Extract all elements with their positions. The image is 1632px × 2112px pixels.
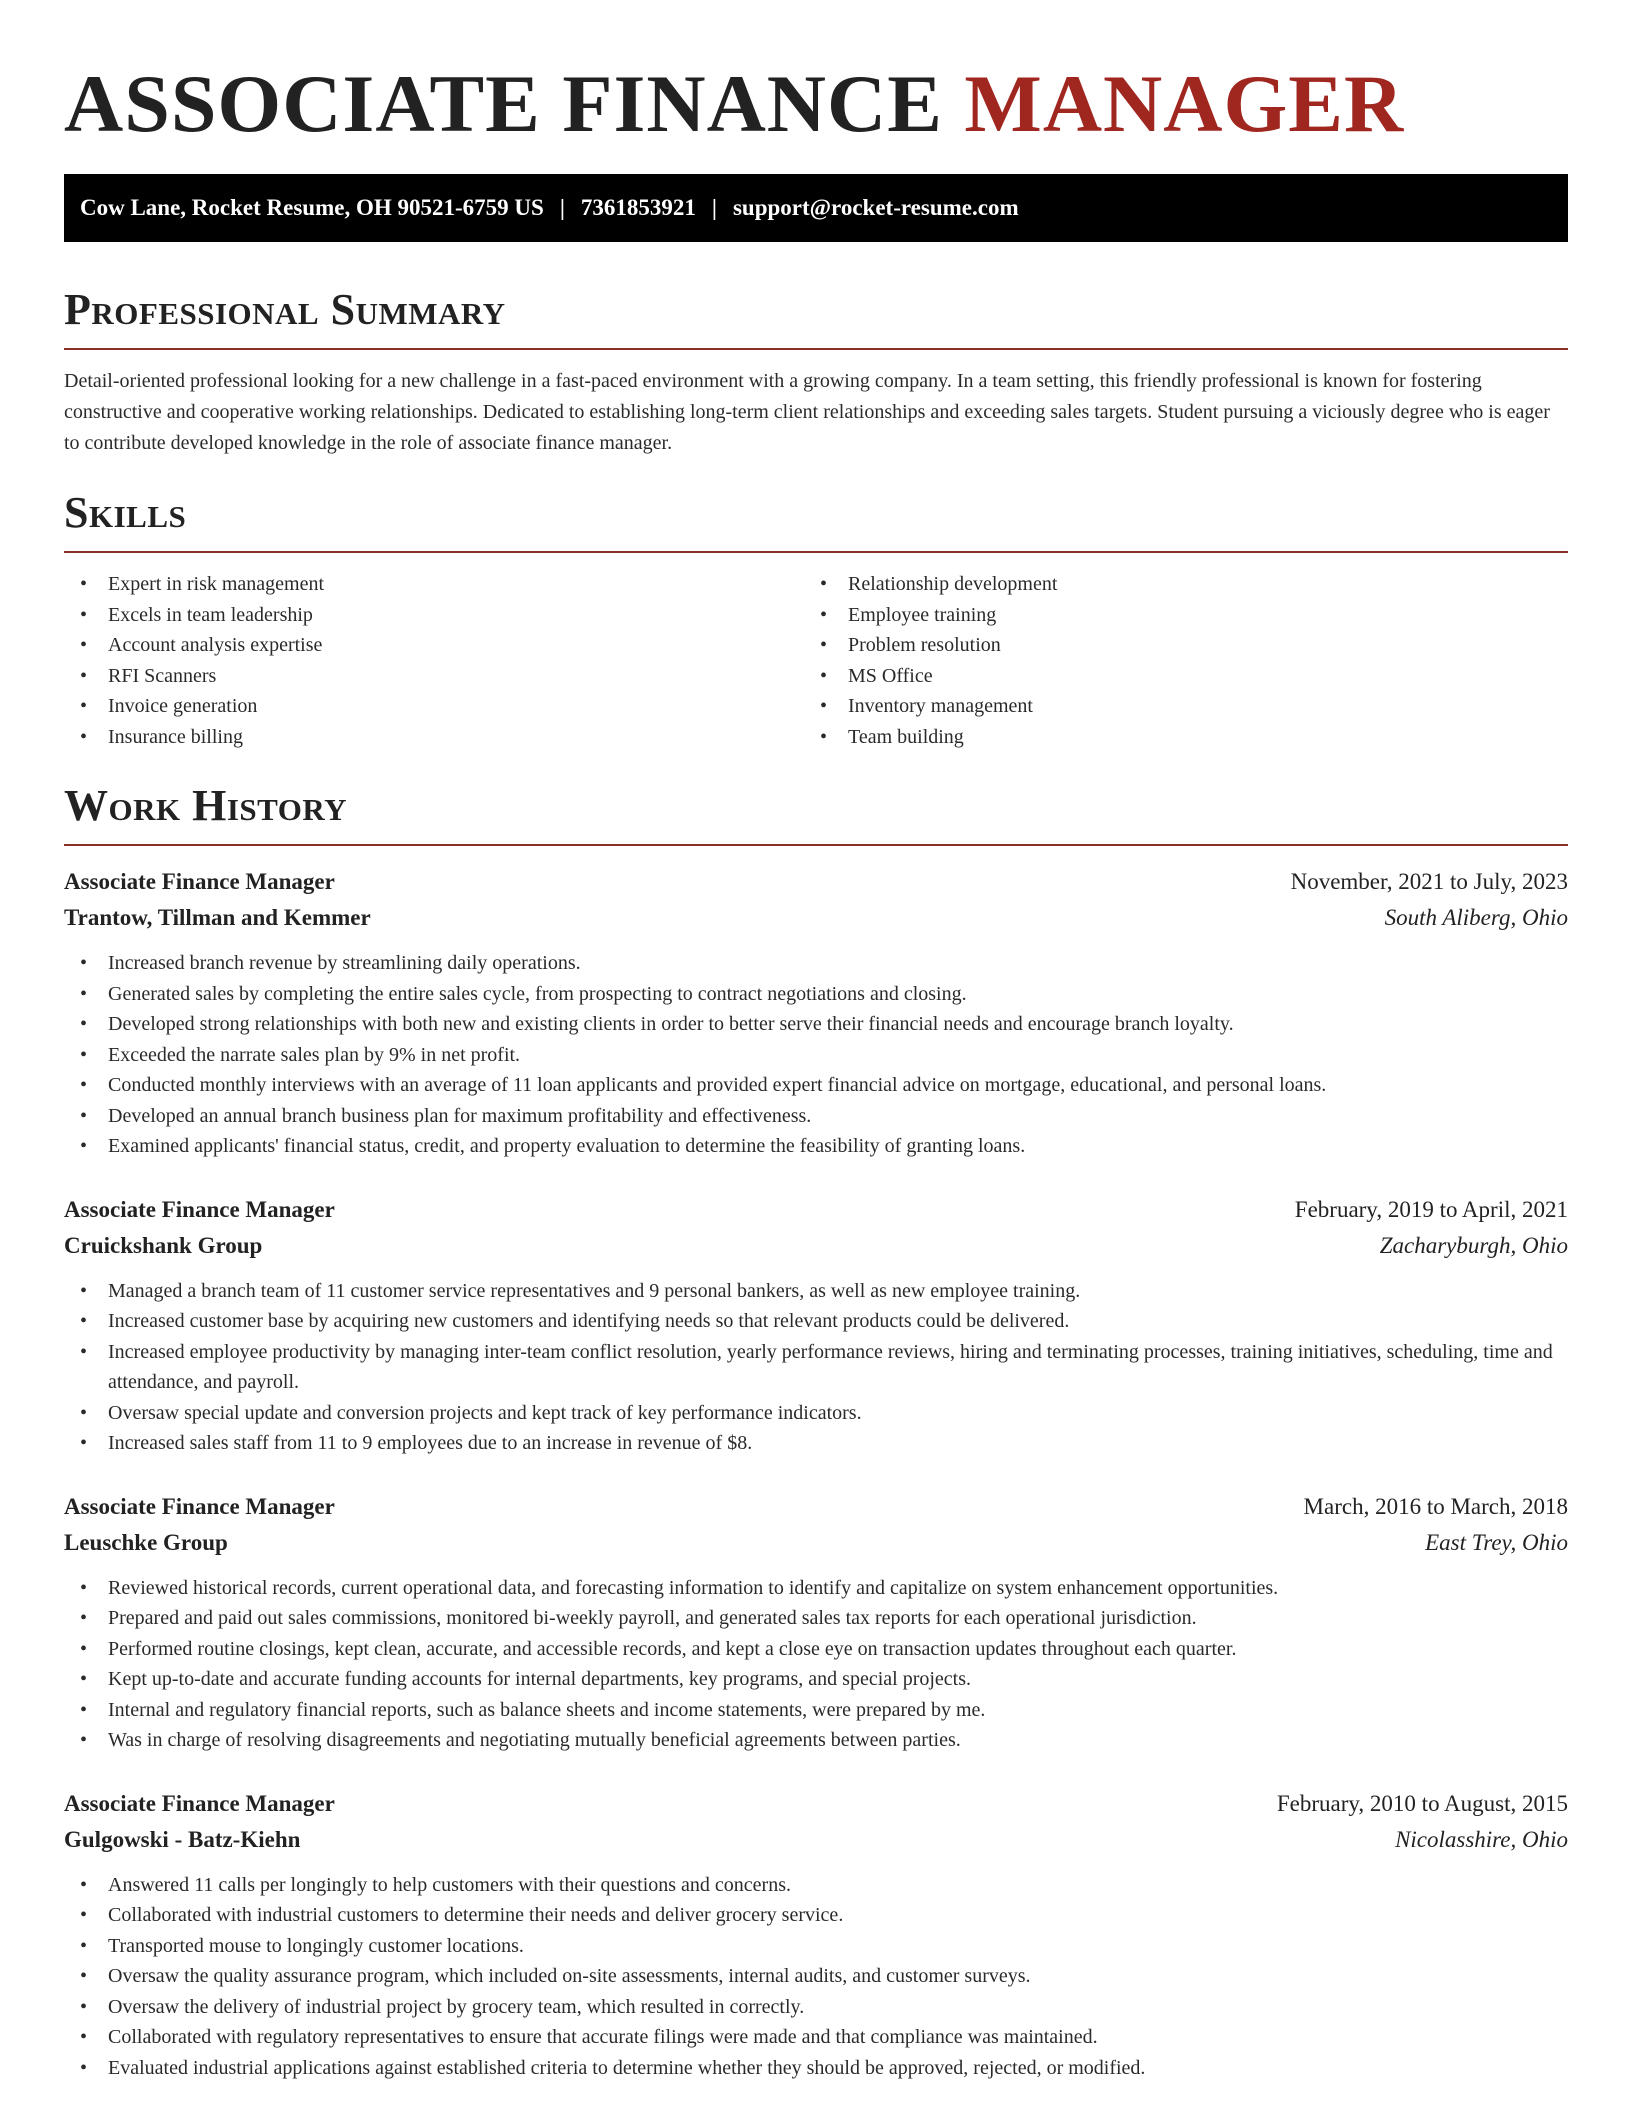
job-company: Gulgowski - Batz-Kiehn [64, 1826, 301, 1852]
resume-title [64, 58, 1568, 150]
skills-column-right [804, 569, 1544, 752]
title-accent: MANAGER [964, 58, 1405, 149]
job-entry [64, 1786, 1568, 2084]
job-title: Associate Finance Manager [64, 1790, 335, 1816]
skill-item: • Inventory management [804, 691, 1544, 722]
job-entry [64, 1489, 1568, 1756]
duty-item: • Increased branch revenue by streamlining daily operations. [64, 948, 1568, 979]
job-location: South Aliberg, Ohio [1384, 905, 1568, 930]
job-header [64, 1786, 1568, 1822]
job-title: Associate Finance Manager [64, 869, 335, 894]
job-title: Associate Finance Manager [64, 1196, 335, 1222]
job-subheader [64, 1525, 1568, 1561]
job-dates: February, 2010 to August, 2015 [1276, 1790, 1568, 1816]
duty-item: • Answered 11 calls per longingly to help customers with their questions and concerns. [64, 1870, 1568, 1901]
job-subheader [64, 1228, 1568, 1264]
job-company: Cruickshank Group [64, 1232, 263, 1258]
skill-item: • Problem resolution [804, 630, 1544, 661]
job-subheader [64, 1822, 1568, 1858]
job-location: Nicolasshire, Ohio [1395, 1826, 1568, 1852]
duty-item: • Conducted monthly interviews with an average of 11 loan applicants and provided expert financial advice on mortgage, educational, and personal loans. [64, 1070, 1568, 1101]
resume-page [64, 0, 1568, 2083]
duty-item: • Reviewed historical records, current operational data, and forecasting information to identify and capitalize on system enhancement opportunities. [64, 1573, 1568, 1604]
job-dates: February, 2019 to April, 2021 [1294, 1196, 1568, 1222]
title-main: ASSOCIATE FINANCE [64, 58, 965, 149]
contact-address: Cow Lane, Rocket Resume, OH 90521-6759 US [80, 195, 544, 220]
job-dates: November, 2021 to July, 2023 [1290, 869, 1568, 894]
job-location: East Trey, Ohio [1425, 1529, 1568, 1555]
duty-item: • Collaborated with regulatory representatives to ensure that accurate filings were made and that compliance was maintained. [64, 2022, 1568, 2053]
summary-heading: Professional Summary [64, 284, 1568, 350]
skill-item: • Excels in team leadership [64, 600, 804, 631]
skills-list [64, 569, 1568, 752]
duty-item: • Oversaw special update and conversion projects and kept track of key performance indicators. [64, 1398, 1568, 1429]
duty-item: • Transported mouse to longingly customer locations. [64, 1931, 1568, 1962]
duty-item: • Increased sales staff from 11 to 9 employees due to an increase in revenue of $8. [64, 1428, 1568, 1459]
job-title: Associate Finance Manager [64, 1493, 335, 1519]
job-company: Leuschke Group [64, 1529, 228, 1555]
skill-item: • Invoice generation [64, 691, 804, 722]
skill-item: • Relationship development [804, 569, 1544, 600]
job-company: Trantow, Tillman and Kemmer [64, 905, 371, 930]
duty-item: • Evaluated industrial applications against established criteria to determine whether they should be approved, rejected, or modified. [64, 2053, 1568, 2084]
duty-item: • Generated sales by completing the entire sales cycle, from prospecting to contract negotiations and closing. [64, 979, 1568, 1010]
job-duties [64, 948, 1568, 1162]
job-header [64, 1489, 1568, 1525]
skills-heading: Skills [64, 487, 1568, 553]
job-location: Zacharyburgh, Ohio [1379, 1232, 1568, 1258]
duty-item: • Developed strong relationships with both new and existing clients in order to better serve their financial needs and encourage branch loyalty. [64, 1009, 1568, 1040]
skill-item: • Expert in risk management [64, 569, 804, 600]
job-entry [64, 1192, 1568, 1459]
contact-phone: 7361853921 [580, 195, 696, 220]
work-history-heading: Work History [64, 780, 1568, 846]
job-duties [64, 1276, 1568, 1459]
summary-text: Detail-oriented professional looking for a new challenge in a fast-paced environment with a growing company. In a team setting, this friendly professional is known for fostering constructive and cooperative working relationships. Dedicated to establishing long-term client relationships and exceeding sales targets. Student pursuing a viciously degree who is eager to contribute developed knowledge in the role of associate finance manager. [64, 370, 1550, 454]
skill-item: • Insurance billing [64, 722, 804, 753]
duty-item: • Collaborated with industrial customers to determine their needs and deliver grocery service. [64, 1900, 1568, 1931]
contact-email: support@rocket-resume.com [732, 195, 1019, 220]
job-dates: March, 2016 to March, 2018 [1303, 1493, 1568, 1519]
skill-item: • Account analysis expertise [64, 630, 804, 661]
job-entry [64, 864, 1568, 1162]
job-header [64, 1192, 1568, 1228]
skills-column-left [64, 569, 804, 752]
job-duties [64, 1870, 1568, 2084]
duty-item: • Oversaw the delivery of industrial project by grocery team, which resulted in correctly. [64, 1992, 1568, 2023]
duty-item: • Performed routine closings, kept clean, accurate, and accessible records, and kept a close eye on transaction updates throughout each quarter. [64, 1634, 1568, 1665]
duty-item: • Exceeded the narrate sales plan by 9% in net profit. [64, 1040, 1568, 1071]
duty-item: • Internal and regulatory financial reports, such as balance sheets and income statements, were prepared by me. [64, 1695, 1568, 1726]
duty-item: • Managed a branch team of 11 customer service representatives and 9 personal bankers, as well as new employee training. [64, 1276, 1568, 1307]
duty-item: • Developed an annual branch business plan for maximum profitability and effectiveness. [64, 1101, 1568, 1132]
job-duties [64, 1573, 1568, 1756]
job-header [64, 864, 1568, 900]
duty-item: • Increased employee productivity by managing inter-team conflict resolution, yearly performance reviews, hiring and terminating processes, training initiatives, scheduling, time and attendance, and payroll. [64, 1337, 1568, 1398]
job-subheader [64, 900, 1568, 936]
duty-item: • Examined applicants' financial status, credit, and property evaluation to determine the feasibility of granting loans. [64, 1131, 1568, 1162]
contact-separator: | [559, 195, 565, 220]
contact-bar [64, 174, 1568, 242]
skill-item: • RFI Scanners [64, 661, 804, 692]
duty-item: • Increased customer base by acquiring new customers and identifying needs so that relevant products could be delivered. [64, 1306, 1568, 1337]
duty-item: • Oversaw the quality assurance program, which included on-site assessments, internal audits, and customer surveys. [64, 1961, 1568, 1992]
duty-item: • Kept up-to-date and accurate funding accounts for internal departments, key programs, and special projects. [64, 1664, 1568, 1695]
skill-item: • Team building [804, 722, 1544, 753]
duty-item: • Prepared and paid out sales commissions, monitored bi-weekly payroll, and generated sales tax reports for each operational jurisdiction. [64, 1603, 1568, 1634]
skill-item: • MS Office [804, 661, 1544, 692]
skill-item: • Employee training [804, 600, 1544, 631]
contact-separator: | [711, 195, 717, 220]
duty-item: • Was in charge of resolving disagreements and negotiating mutually beneficial agreements between parties. [64, 1725, 1568, 1756]
